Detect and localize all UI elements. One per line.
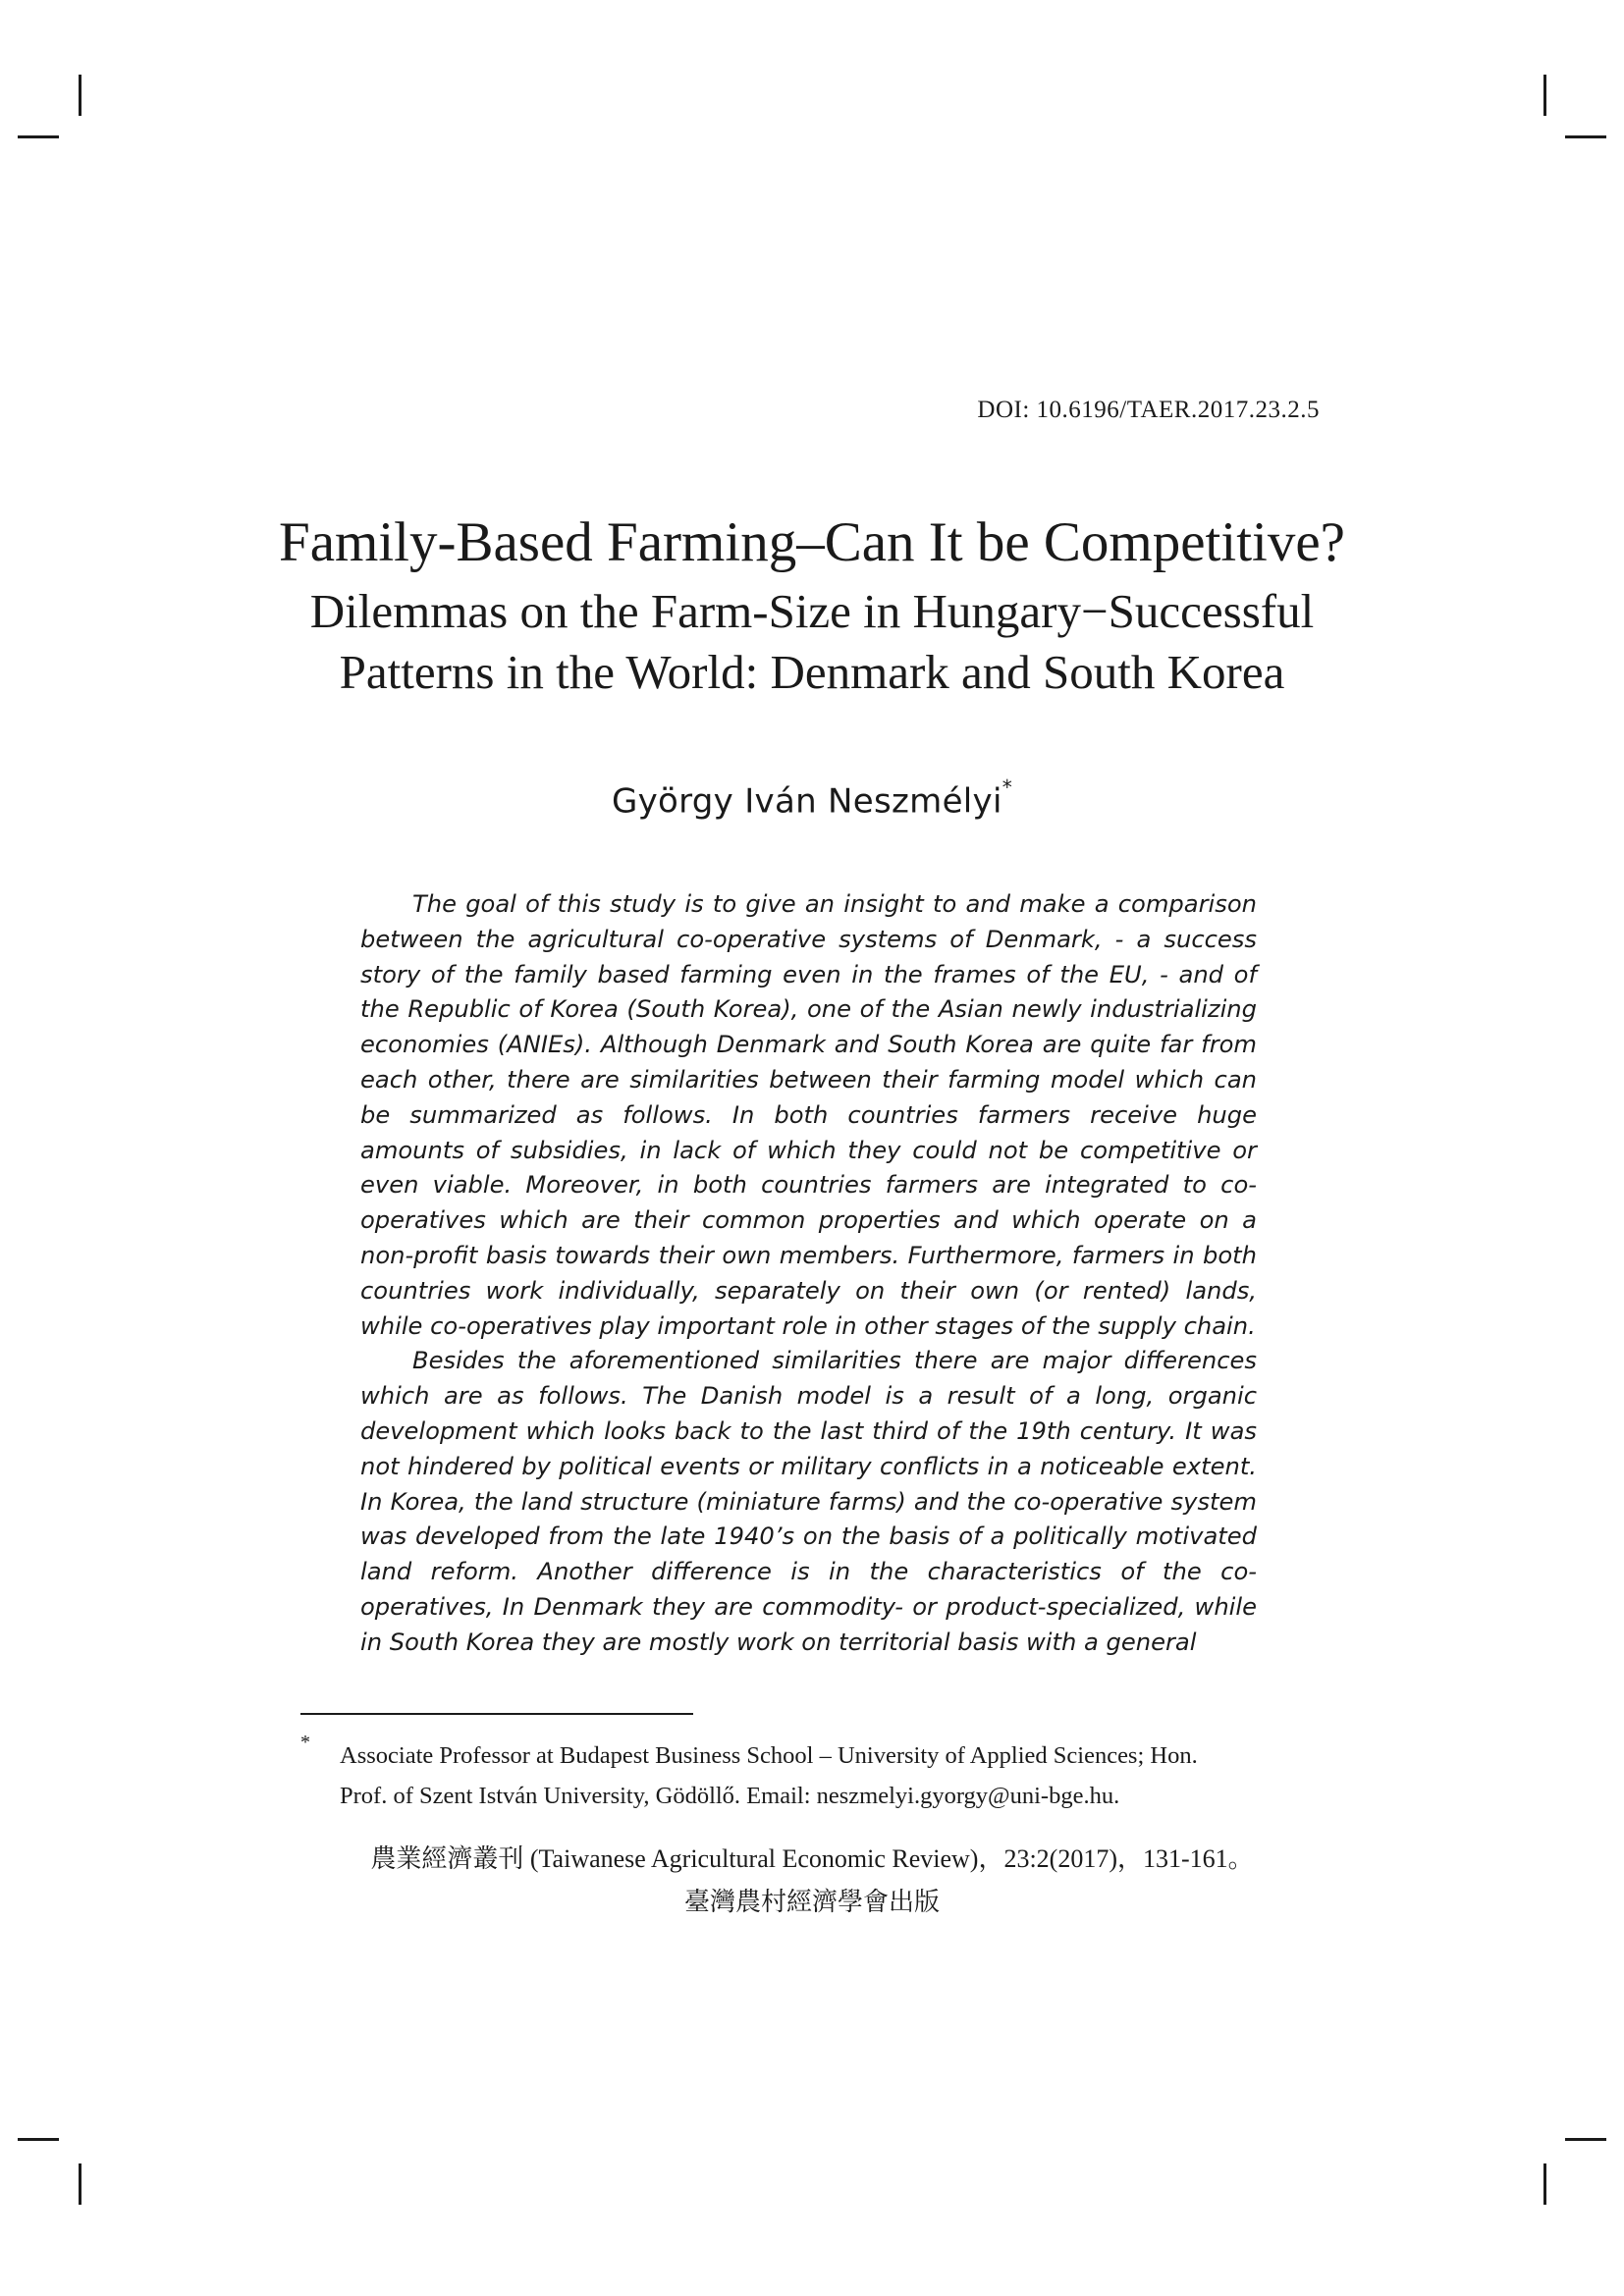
footnote-marker: * xyxy=(300,1732,310,1753)
author-footnote xyxy=(340,1735,1322,1816)
author-name: György Iván Neszmélyi xyxy=(611,781,1002,822)
paper-title: Family-Based Farming–Can It be Competitive? xyxy=(279,511,1345,573)
abstract-paragraph-1: The goal of this study is to give an insight to and make a comparison between the agricultural co-operative systems of Denmark, - a success story of the family based farming even in the frames of the EU, - and of the Republic of Korea (South Korea), one of the Asian newly industrializing economies (ANIEs). Although Denmark and South Korea are quite far from each other, there are similarities between their farming model which can be summarized as follows. In both countries farmers receive huge amounts of subsidies, in lack of which they could not be competitive or even viable. Moreover, in both countries farmers are integrated to co-operatives which are their common properties and which operate on a non-profit basis towards their own members. Furthermore, farmers in both countries work individually, separately on their own (or rented) lands, while co-operatives play important role in other stages of the supply chain. xyxy=(360,890,1257,1340)
footnote-line-2: Prof. of Szent István University, Gödöllő. Email: neszmelyi.gyorgy@uni-bge.hu. xyxy=(340,1783,1120,1809)
crop-mark-top-right-vertical xyxy=(1543,75,1546,116)
crop-mark-bottom-left-vertical xyxy=(79,2163,81,2205)
footnote-line-1: Associate Professor at Budapest Business School – University of Applied Sciences; Hon. xyxy=(340,1742,1198,1769)
abstract xyxy=(360,887,1257,1661)
footnote-separator xyxy=(300,1713,693,1715)
subtitle-line-1: Dilemmas on the Farm-Size in Hungary−Successful xyxy=(309,584,1315,638)
subtitle-line-2: Patterns in the World: Denmark and South Korea xyxy=(339,645,1285,699)
author-line xyxy=(0,772,1624,823)
crop-mark-top-right-horizontal xyxy=(1565,135,1606,138)
crop-mark-bottom-right-vertical xyxy=(1543,2163,1546,2205)
crop-mark-bottom-right-horizontal xyxy=(1565,2138,1606,2141)
journal-publisher: 臺灣農村經濟學會出版 xyxy=(683,1888,940,1916)
author-footnote-marker[interactable]: * xyxy=(1001,775,1013,799)
crop-mark-bottom-left-horizontal xyxy=(18,2138,59,2141)
crop-mark-top-left-horizontal xyxy=(18,135,59,138)
journal-info xyxy=(0,1838,1624,1924)
abstract-paragraph-2: Besides the aforementioned similarities there are major differences which are as follows. The Danish model is a result of a long, organic development which looks back to the last third of the 19th century. It was not hindered by political events or military conflicts in a noticeable extent. In Korea, the land structure (miniature farms) and the co-operative system was developed from the late 1940’s on the basis of a politically motivated land reform. Another difference is in the characteristics of the co-operatives, In Denmark they are commodity- or product-specialized, while in South Korea they are mostly work on territorial basis with a general xyxy=(360,1347,1257,1656)
journal-citation: 農業經濟叢刊 (Taiwanese Agricultural Economic Review)，23:2(2017)，131-161。 xyxy=(370,1844,1254,1873)
paper-subtitle xyxy=(0,581,1624,703)
doi-identifier: DOI: 10.6196/TAER.2017.23.2.5 xyxy=(977,397,1320,423)
crop-mark-top-left-vertical xyxy=(79,75,81,116)
